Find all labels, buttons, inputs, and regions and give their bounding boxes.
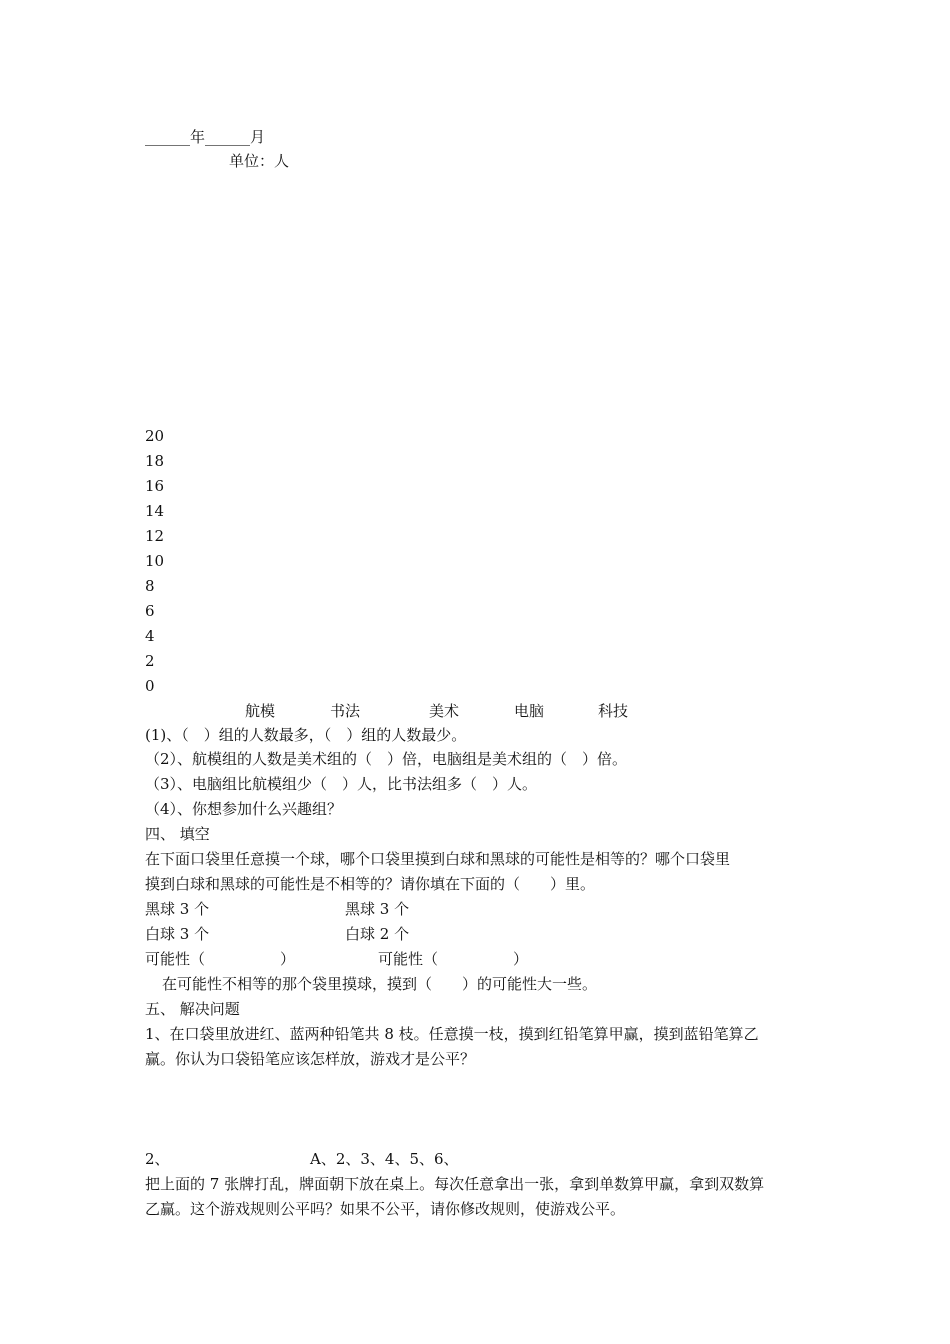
- section-title: 四、 填空: [145, 825, 210, 843]
- y-tick: 14: [145, 502, 165, 520]
- paragraph-line: 赢。你认为口袋铅笔应该怎样放，游戏才是公平？: [145, 1050, 476, 1068]
- paragraph-line: 把上面的 7 张牌打乱，牌面朝下放在桌上。每次任意拿出一张，拿到单数算甲赢，拿到双数算: [145, 1175, 765, 1193]
- bag2-white: 白球 2 个: [345, 925, 410, 943]
- x-category-label: 书法: [330, 702, 361, 720]
- y-tick: 10: [145, 552, 165, 570]
- question-line: (1)、（ ）组的人数最多，（ ）组的人数最少。: [145, 726, 467, 744]
- y-tick: 6: [145, 602, 155, 620]
- card-list: A、2、3、4、5、6、: [310, 1150, 459, 1168]
- bag1-white: 白球 3 个: [145, 925, 210, 943]
- paragraph-line: 摸到白球和黑球的可能性是不相等的？请你填在下面的（ ）里。: [145, 875, 596, 893]
- x-category-label: 美术: [429, 702, 460, 720]
- y-tick: 8: [145, 577, 155, 595]
- bag1-possibility: 可能性（ ）: [145, 950, 296, 968]
- bag1-black: 黑球 3 个: [145, 900, 210, 918]
- y-tick: 2: [145, 652, 155, 670]
- x-category-label: 电脑: [514, 702, 545, 720]
- x-category-label: 航模: [245, 702, 276, 720]
- y-tick: 16: [145, 477, 165, 495]
- question-number: 2、: [145, 1150, 170, 1168]
- paragraph-line: 乙赢。这个游戏规则公平吗？如果不公平，请你修改规则，使游戏公平。: [145, 1200, 626, 1218]
- y-tick: 20: [145, 427, 165, 445]
- y-tick: 12: [145, 527, 165, 545]
- bag2-possibility: 可能性（ ）: [378, 950, 529, 968]
- date-line: ______年______月: [145, 128, 266, 146]
- y-tick: 18: [145, 452, 165, 470]
- section-title: 五、 解决问题: [145, 1000, 240, 1018]
- question-line: （2）、航模组的人数是美术组的（ ）倍，电脑组是美术组的（ ）倍。: [145, 750, 628, 768]
- paragraph-line: 1、在口袋里放进红、蓝两种铅笔共 8 枝。任意摸一枝，摸到红铅笔算甲赢，摸到蓝铅笔算乙: [145, 1025, 759, 1043]
- note-line: 在可能性不相等的那个袋里摸球，摸到（ ）的可能性大一些。: [162, 975, 598, 993]
- question-line: （3）、电脑组比航模组少（ ）人，比书法组多（ ）人。: [145, 775, 538, 793]
- y-tick: 4: [145, 627, 155, 645]
- paragraph-line: 在下面口袋里任意摸一个球，哪个口袋里摸到白球和黑球的可能性是相等的？哪个口袋里: [145, 850, 731, 868]
- x-category-label: 科技: [598, 702, 629, 720]
- bag2-black: 黑球 3 个: [345, 900, 410, 918]
- unit-label: 单位：人: [229, 152, 290, 170]
- y-tick: 0: [145, 677, 155, 695]
- question-line: （4）、你想参加什么兴趣组？: [145, 800, 343, 818]
